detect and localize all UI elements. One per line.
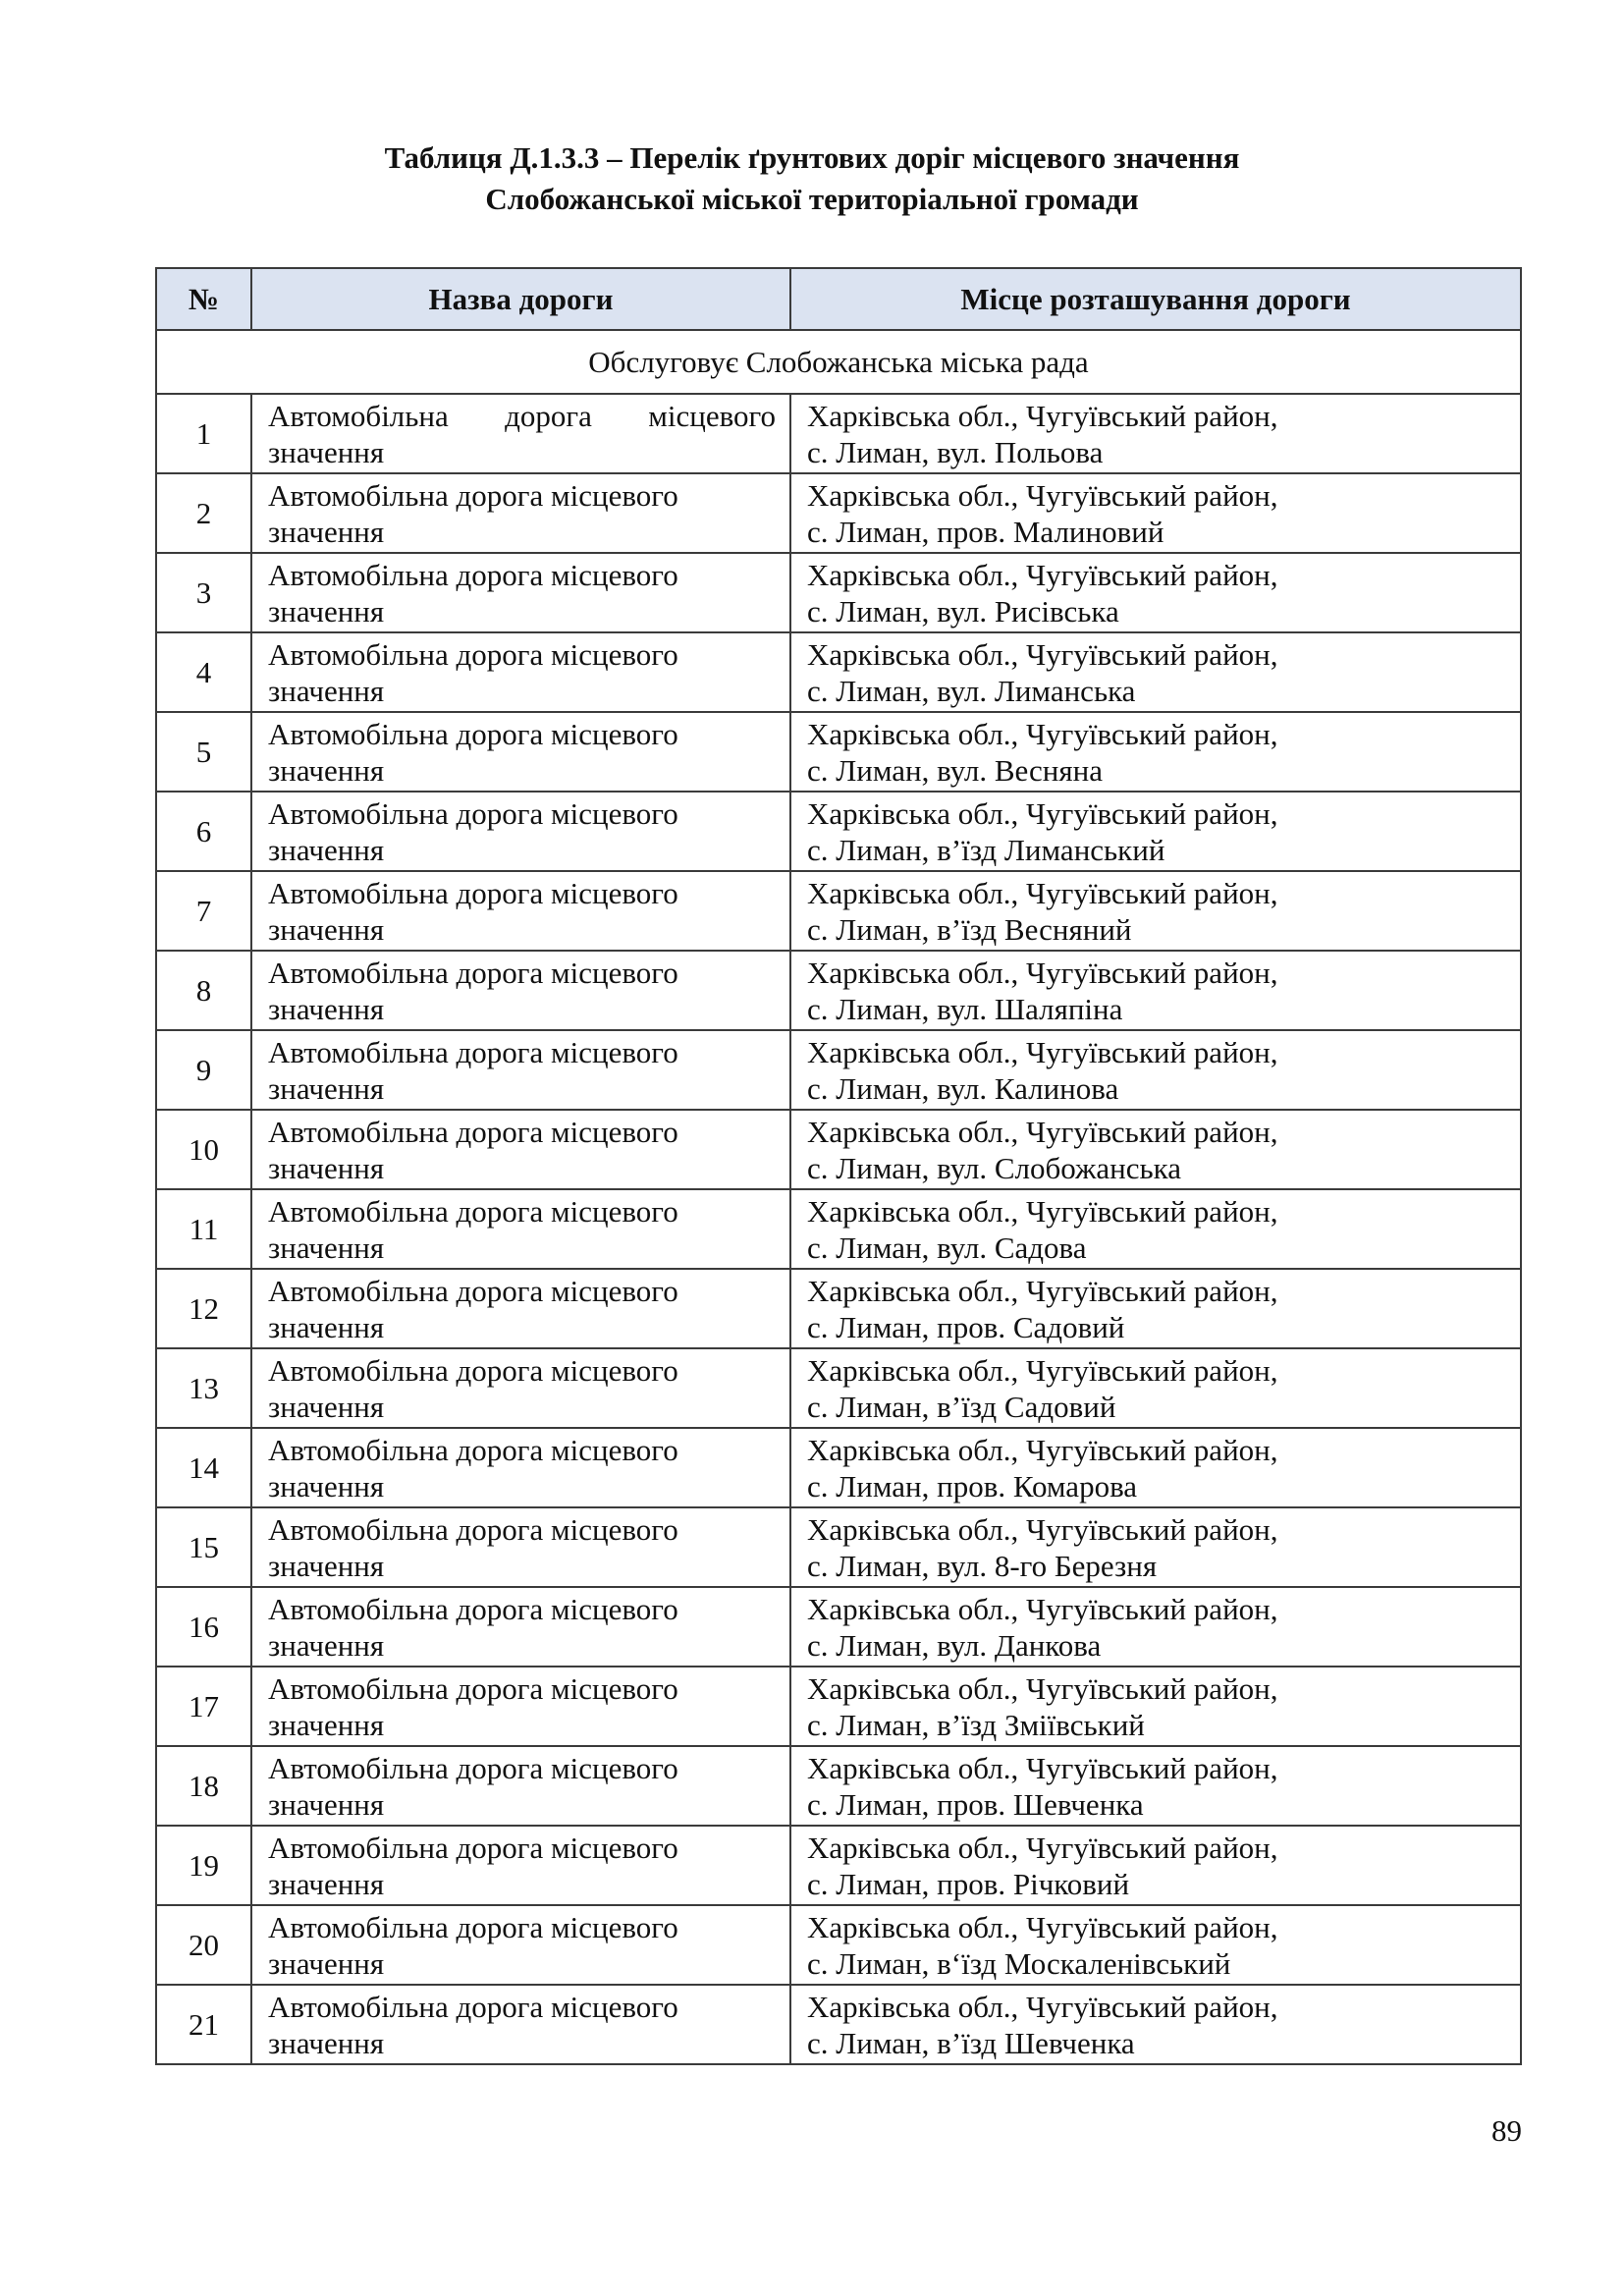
road-name-cell [251,1189,790,1269]
road-name-cell [251,473,790,553]
road-name-cell [251,712,790,792]
road-name-line-1: Автомобільна дорога місцевого [268,1352,678,1388]
road-location-line-1: Харківська обл., Чугуївський район, [807,1670,1278,1706]
table-row [156,1030,1521,1110]
table-title-line-2: Слобожанської міської територіальної громади [485,182,1139,216]
road-location-line-1: Харківська обл., Чугуївський район, [807,1273,1278,1308]
road-location-line-2: с. Лиман, пров. Садовий [807,1309,1125,1344]
row-number: 20 [156,1905,251,1985]
roads-table [155,267,1522,2065]
table-row [156,1269,1521,1348]
road-location-cell [790,1746,1521,1826]
road-location-line-2: с. Лиман, в’їзд Шевченка [807,2025,1135,2060]
road-location-cell [790,1905,1521,1985]
road-location-line-1: Харківська обл., Чугуївський район, [807,1432,1278,1467]
table-row [156,951,1521,1030]
road-location-line-2: с. Лиман, в’їзд Зміївський [807,1707,1145,1742]
road-name-line-2: значення [268,2025,385,2060]
road-name-cell [251,1507,790,1587]
road-location-line-2: с. Лиман, пров. Шевченка [807,1786,1144,1822]
road-name-line-1: Автомобільна дорога місцевого [268,1273,678,1308]
road-location-cell [790,1189,1521,1269]
road-location-line-2: с. Лиман, в’їзд Лиманський [807,832,1165,867]
road-name-cell [251,1348,790,1428]
road-location-line-2: с. Лиман, вул. Данкова [807,1627,1102,1663]
road-location-cell [790,1269,1521,1348]
header-number: № [156,268,251,330]
table-row [156,1428,1521,1507]
road-name-line-2: значення [268,1627,385,1663]
road-name-line-1: Автомобільна дорога місцевого [268,875,678,910]
road-name-cell [251,1110,790,1189]
row-number: 15 [156,1507,251,1587]
table-row [156,1348,1521,1428]
road-location-cell [790,1587,1521,1667]
road-location-line-2: с. Лиман, пров. Річковий [807,1866,1130,1901]
row-number: 12 [156,1269,251,1348]
road-location-cell [790,951,1521,1030]
road-location-line-2: с. Лиман, в’їзд Садовий [807,1389,1116,1424]
road-name-line-2: значення [268,832,385,867]
table-row [156,1110,1521,1189]
road-name-word: дорога [505,398,592,433]
road-location-cell [790,1030,1521,1110]
road-name-line-2: значення [268,1070,385,1106]
road-location-line-2: с. Лиман, вул. Польова [807,434,1104,469]
road-name-cell [251,394,790,473]
row-number: 11 [156,1189,251,1269]
table-header-row [156,268,1521,330]
road-name-cell [251,1030,790,1110]
road-name-line-2: значення [268,1786,385,1822]
road-name-line-1 [268,398,776,434]
table-row [156,1507,1521,1587]
road-name-cell [251,553,790,632]
road-name-line-2: значення [268,1389,385,1424]
table-row [156,473,1521,553]
table-row [156,1189,1521,1269]
road-location-cell [790,792,1521,871]
road-location-line-1: Харківська обл., Чугуївський район, [807,795,1278,831]
road-location-line-2: с. Лиман, вул. Шаляпіна [807,991,1123,1026]
road-location-line-1: Харківська обл., Чугуївський район, [807,1591,1278,1626]
road-location-line-2: с. Лиман, вул. Рисівська [807,593,1119,629]
road-location-line-2: с. Лиман, пров. Комарова [807,1468,1138,1503]
road-location-line-1: Харківська обл., Чугуївський район, [807,398,1278,433]
road-name-line-1: Автомобільна дорога місцевого [268,1034,678,1069]
road-location-cell [790,1985,1521,2064]
road-name-line-1: Автомобільна дорога місцевого [268,1909,678,1944]
table-row [156,394,1521,473]
road-name-line-1: Автомобільна дорога місцевого [268,1830,678,1865]
road-name-cell [251,1269,790,1348]
road-name-line-2: значення [268,434,385,469]
road-name-line-2: значення [268,1150,385,1185]
road-name-line-2: значення [268,1468,385,1503]
road-location-line-1: Харківська обл., Чугуївський район, [807,1830,1278,1865]
group-label: Обслуговує Слобожанська міська рада [156,330,1521,394]
road-location-cell [790,553,1521,632]
row-number: 17 [156,1667,251,1746]
table-row [156,632,1521,712]
road-name-line-2: значення [268,911,385,947]
row-number: 7 [156,871,251,951]
road-location-line-2: с. Лиман, вул. Весняна [807,752,1103,788]
road-name-cell [251,951,790,1030]
road-name-cell [251,1667,790,1746]
road-location-cell [790,1826,1521,1905]
header-road-name: Назва дороги [251,268,790,330]
row-number: 5 [156,712,251,792]
row-number: 6 [156,792,251,871]
road-name-word: місцевого [648,398,776,433]
road-name-cell [251,1985,790,2064]
table-row [156,871,1521,951]
road-location-line-1: Харківська обл., Чугуївський район, [807,636,1278,672]
road-name-line-1: Автомобільна дорога місцевого [268,716,678,751]
road-name-line-2: значення [268,1866,385,1901]
row-number: 1 [156,394,251,473]
row-number: 4 [156,632,251,712]
road-location-cell [790,394,1521,473]
road-location-line-2: с. Лиман, вул. Калинова [807,1070,1119,1106]
road-location-line-1: Харківська обл., Чугуївський район, [807,1352,1278,1388]
road-name-line-1: Автомобільна дорога місцевого [268,477,678,513]
row-number: 8 [156,951,251,1030]
road-location-line-1: Харківська обл., Чугуївський район, [807,477,1278,513]
table-row [156,553,1521,632]
road-name-line-2: значення [268,514,385,549]
row-number: 10 [156,1110,251,1189]
road-name-cell [251,1746,790,1826]
road-name-line-1: Автомобільна дорога місцевого [268,1591,678,1626]
table-row [156,712,1521,792]
road-name-cell [251,871,790,951]
table-row [156,1667,1521,1746]
road-location-line-1: Харківська обл., Чугуївський район, [807,955,1278,990]
road-location-cell [790,1110,1521,1189]
road-location-line-1: Харківська обл., Чугуївський район, [807,716,1278,751]
road-name-line-1: Автомобільна дорога місцевого [268,1511,678,1547]
road-name-line-2: значення [268,752,385,788]
road-name-cell [251,1428,790,1507]
row-number: 3 [156,553,251,632]
row-number: 9 [156,1030,251,1110]
road-name-line-2: значення [268,1945,385,1981]
row-number: 21 [156,1985,251,2064]
road-location-line-1: Харківська обл., Чугуївський район, [807,1989,1278,2024]
row-number: 13 [156,1348,251,1428]
road-location-line-2: с. Лиман, вул. Слобожанська [807,1150,1181,1185]
road-name-line-2: значення [268,1548,385,1583]
road-name-line-1: Автомобільна дорога місцевого [268,1193,678,1229]
row-number: 19 [156,1826,251,1905]
road-name-line-2: значення [268,593,385,629]
road-location-line-1: Харківська обл., Чугуївський район, [807,1909,1278,1944]
road-location-line-2: с. Лиман, вул. Садова [807,1230,1087,1265]
header-road-location: Місце розташування дороги [790,268,1521,330]
road-name-line-2: значення [268,1230,385,1265]
road-location-line-2: с. Лиман, в‘їзд Москаленівський [807,1945,1231,1981]
road-name-line-1: Автомобільна дорога місцевого [268,557,678,592]
road-name-line-1: Автомобільна дорога місцевого [268,1114,678,1149]
road-name-line-2: значення [268,673,385,708]
road-location-cell [790,1667,1521,1746]
road-location-line-2: с. Лиман, вул. Лиманська [807,673,1136,708]
road-location-line-1: Харківська обл., Чугуївський район, [807,1193,1278,1229]
road-location-cell [790,1428,1521,1507]
road-location-line-1: Харківська обл., Чугуївський район, [807,875,1278,910]
road-name-cell [251,1826,790,1905]
road-location-cell [790,712,1521,792]
row-number: 16 [156,1587,251,1667]
road-location-line-1: Харківська обл., Чугуївський район, [807,1034,1278,1069]
road-location-line-2: с. Лиман, вул. 8-го Березня [807,1548,1158,1583]
road-name-line-2: значення [268,1707,385,1742]
road-name-line-1: Автомобільна дорога місцевого [268,1750,678,1785]
road-name-line-1: Автомобільна дорога місцевого [268,955,678,990]
road-name-line-1: Автомобільна дорога місцевого [268,795,678,831]
road-name-line-2: значення [268,991,385,1026]
road-name-cell [251,1587,790,1667]
road-location-line-1: Харківська обл., Чугуївський район, [807,557,1278,592]
page-number: 89 [1491,2113,1522,2148]
road-name-word: Автомобільна [268,398,449,433]
table-row [156,1746,1521,1826]
road-location-line-1: Харківська обл., Чугуївський район, [807,1750,1278,1785]
road-location-line-1: Харківська обл., Чугуївський район, [807,1511,1278,1547]
road-location-line-1: Харківська обл., Чугуївський район, [807,1114,1278,1149]
table-title-line-1: Таблиця Д.1.3.3 – Перелік ґрунтових доріг місцевого значення [384,140,1240,175]
road-name-cell [251,1905,790,1985]
road-location-line-2: с. Лиман, пров. Малиновий [807,514,1164,549]
road-name-line-1: Автомобільна дорога місцевого [268,1432,678,1467]
road-location-cell [790,1348,1521,1428]
row-number: 18 [156,1746,251,1826]
road-name-line-1: Автомобільна дорога місцевого [268,1670,678,1706]
table-row [156,792,1521,871]
table-row [156,1905,1521,1985]
group-row [156,330,1521,394]
road-location-cell [790,632,1521,712]
road-name-line-1: Автомобільна дорога місцевого [268,1989,678,2024]
road-location-cell [790,871,1521,951]
road-location-cell [790,1507,1521,1587]
road-name-line-1: Автомобільна дорога місцевого [268,636,678,672]
row-number: 14 [156,1428,251,1507]
row-number: 2 [156,473,251,553]
table-row [156,1587,1521,1667]
road-name-line-2: значення [268,1309,385,1344]
road-location-line-2: с. Лиман, в’їзд Весняний [807,911,1132,947]
road-name-cell [251,632,790,712]
table-row [156,1826,1521,1905]
road-location-cell [790,473,1521,553]
road-name-cell [251,792,790,871]
table-row [156,1985,1521,2064]
